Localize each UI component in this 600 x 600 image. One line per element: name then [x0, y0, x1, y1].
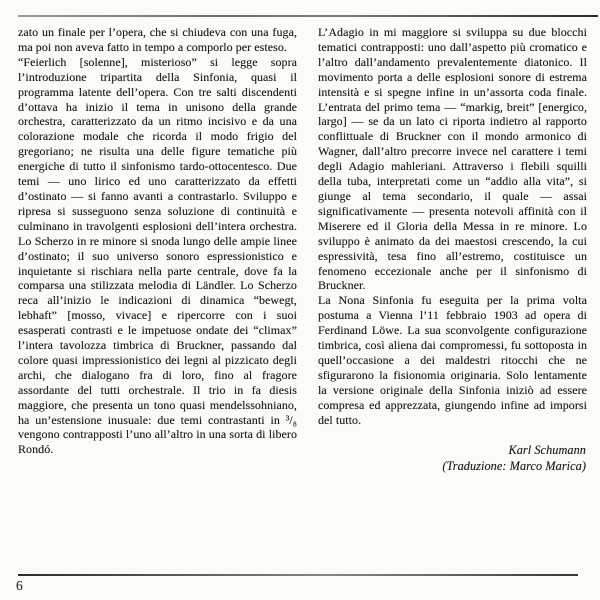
paragraph: L’Adagio in mi maggiore si sviluppa su due blocchi tematici contrapposti: uno dall’aspetto più cromatico e l’altro dall’andamento prevalentemente diatonico. Il movimento porta a delle esplosioni sonore di estrema intensità e si spegne infine in un’assorta coda finale. L’entrata del primo tema — “markig, breit” [energico, largo] — se da un lato ci riporta indietro al rapporto conflittuale di Bruckner con il mondo armonico di Wagner, dall’altro precorre invece nel carattere i temi degli Adagio mahleriani. Attraverso i flebili squilli della tuba, interpretati come un “addio alla vita”, si giunge al tema secondario, il quale — assai significativamente — presenta notevoli affinità con il Miserere ed il Gloria della Messa in re minore. Lo sviluppo è animato da dei maestosi crescendo, la cui espressività, tesa fino all’estremo, costituisce un fenomeno eccezionale anche per il sinfonismo di Bruckner. [318, 25, 587, 293]
top-rule [18, 15, 598, 17]
page-number: 6 [16, 578, 23, 593]
paragraph-container [318, 25, 587, 427]
paragraph: zato un finale per l’opera, che si chiudeva con una fuga, ma poi non aveva fatto in tempo a comporlo per esteso. [18, 25, 297, 54]
paragraph: La Nona Sinfonia fu eseguita per la prima volta postuma a Vienna l’11 febbraio 1903 ad opera di Ferdinand Löwe. La sua sconvolgente configurazione timbrica, così aliena dai compromessi, fu sottoposta in quell’occasione a dei maldestri ritocchi che ne sfigurarono la fisionomia originaria. Solo lentamente la versione originale della Sinfonia iniziò ad essere compresa ed apprezzata, giungendo infine ad imporsi del tutto. [318, 293, 587, 427]
signature-translation: (Traduzione: Marco Marica) [442, 458, 586, 473]
text-column-left [18, 25, 297, 457]
footer-rule [18, 574, 578, 576]
paragraph: “Feierlich [solenne], misterioso” si legge sopra l’introduzione tripartita della Sinfonia, quasi il programma latente dell’opera. Con tre salti discendenti d’ottava ha inizio il tema in unisono della grande orchestra, caratterizzato da un ritmo incisivo e da una colorazione modale che ricorda il modo frigio del gregoriano; ne risulta una delle figure tematiche più energiche di tutto il sinfonismo tardo-ottocentesco. Due temi — uno lirico ed uno caratterizzato da effetti d’ostinato — si fanno avanti a contrastarlo. Sviluppo e ripresa si susseguono senza soluzione di continuità e culminano in travolgenti esplosioni dell’intera orchestra. Lo Scherzo in re minore si snoda lungo delle ampie linee d’ostinato; il suo universo sonoro espressionistico e inquietante si rischiara nella parte centrale, dove fa la comparsa una stilizzata melodia di Ländler. Lo Scherzo reca all’inizio le indicazioni di dinamica “bewegt, lebhaft” [mosso, vivace] e ripercorre con i suoi esasperati contrasti e le impetuose ondate dei “climax” l’intera tavolozza timbrica di Bruckner, passando dal colore quasi impressionistico dei legni al pizzicato degli archi, che dialogano fra di loro, fino al fragore assordante del tutti orchestrale. Il trio in fa diesis maggiore, che presenta un tono quasi mendelssohniano, ha un’estensione inusuale: due temi contrastanti in ³/₈ vengono contrapposti l’uno all’altro in una sorta di libero Rondó. [18, 54, 297, 457]
signature-block [318, 443, 587, 474]
text-column-right [318, 25, 587, 474]
signature-author: Karl Schumann [508, 443, 586, 458]
